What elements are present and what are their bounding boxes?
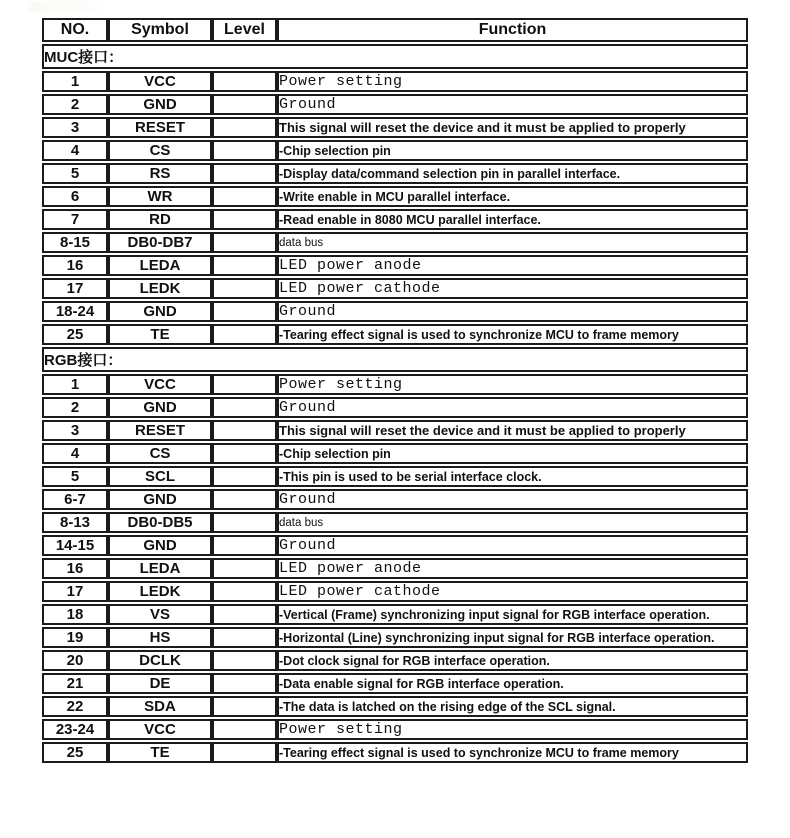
- cell-symbol: GND: [108, 535, 212, 556]
- cell-no: 6-7: [42, 489, 108, 510]
- section-title: MUC接口：: [42, 44, 748, 69]
- cell-level: [212, 94, 277, 115]
- cell-no: 4: [42, 140, 108, 161]
- cell-symbol: LEDK: [108, 581, 212, 602]
- table-row: [42, 71, 748, 92]
- cell-symbol: GND: [108, 489, 212, 510]
- cell-symbol: DCLK: [108, 650, 212, 671]
- table-row: [42, 420, 748, 441]
- cell-level: [212, 604, 277, 625]
- table-row: [42, 117, 748, 138]
- cell-symbol: CS: [108, 140, 212, 161]
- cell-no: 16: [42, 255, 108, 276]
- cell-level: [212, 466, 277, 487]
- cell-no: 22: [42, 696, 108, 717]
- table-row: [42, 232, 748, 253]
- cell-no: 16: [42, 558, 108, 579]
- table-row: [42, 512, 748, 533]
- cell-function: data bus: [277, 232, 748, 253]
- cell-symbol: GND: [108, 301, 212, 322]
- cell-symbol: RS: [108, 163, 212, 184]
- table-row: [42, 324, 748, 345]
- cell-function: data bus: [277, 512, 748, 533]
- cell-level: [212, 232, 277, 253]
- table-row: [42, 163, 748, 184]
- cell-no: 8-15: [42, 232, 108, 253]
- cell-no: 3: [42, 420, 108, 441]
- cell-symbol: LEDA: [108, 255, 212, 276]
- cell-no: 25: [42, 742, 108, 763]
- section-row: [42, 44, 748, 69]
- cell-function: -The data is latched on the rising edge of the SCL signal.: [277, 696, 748, 717]
- cell-no: 18: [42, 604, 108, 625]
- cell-function: -Write enable in MCU parallel interface.: [277, 186, 748, 207]
- cell-function: Ground: [277, 94, 748, 115]
- cell-no: 3: [42, 117, 108, 138]
- cell-no: 19: [42, 627, 108, 648]
- table-row: [42, 278, 748, 299]
- cell-symbol: TE: [108, 324, 212, 345]
- cell-level: [212, 301, 277, 322]
- cell-function: Ground: [277, 489, 748, 510]
- cell-level: [212, 673, 277, 694]
- cell-no: 8-13: [42, 512, 108, 533]
- cell-symbol: HS: [108, 627, 212, 648]
- table-row: [42, 719, 748, 740]
- table-row: [42, 627, 748, 648]
- cell-level: [212, 696, 277, 717]
- table-row: [42, 140, 748, 161]
- cell-symbol: VS: [108, 604, 212, 625]
- cell-level: [212, 117, 277, 138]
- cell-level: [212, 324, 277, 345]
- cell-function: Power setting: [277, 374, 748, 395]
- cell-no: 21: [42, 673, 108, 694]
- cell-level: [212, 627, 277, 648]
- col-header-function: Function: [277, 18, 748, 42]
- cell-no: 20: [42, 650, 108, 671]
- cell-level: [212, 420, 277, 441]
- cell-symbol: LEDK: [108, 278, 212, 299]
- cell-no: 25: [42, 324, 108, 345]
- cell-symbol: SCL: [108, 466, 212, 487]
- cell-function: -Vertical (Frame) synchronizing input signal for RGB interface operation.: [277, 604, 748, 625]
- cell-level: [212, 163, 277, 184]
- table-row: [42, 604, 748, 625]
- table-row: [42, 209, 748, 230]
- cell-no: 17: [42, 581, 108, 602]
- cell-function: LED power cathode: [277, 581, 748, 602]
- cell-no: 5: [42, 466, 108, 487]
- cell-no: 5: [42, 163, 108, 184]
- cell-level: [212, 443, 277, 464]
- cell-symbol: VCC: [108, 719, 212, 740]
- cell-function: -Tearing effect signal is used to synchronize MCU to frame memory: [277, 742, 748, 763]
- cell-no: 17: [42, 278, 108, 299]
- cell-function: -This pin is used to be serial interface clock.: [277, 466, 748, 487]
- col-header-level: Level: [212, 18, 277, 42]
- cell-no: 1: [42, 71, 108, 92]
- cell-function: This signal will reset the device and it must be applied to properly: [277, 420, 748, 441]
- cell-level: [212, 558, 277, 579]
- cell-function: Ground: [277, 535, 748, 556]
- cell-level: [212, 581, 277, 602]
- table-row: [42, 374, 748, 395]
- cell-symbol: DB0-DB7: [108, 232, 212, 253]
- cell-level: [212, 140, 277, 161]
- corner-smudge: [28, 1, 108, 12]
- table-row: [42, 558, 748, 579]
- cell-function: Power setting: [277, 719, 748, 740]
- cell-function: -Horizontal (Line) synchronizing input signal for RGB interface operation.: [277, 627, 748, 648]
- cell-level: [212, 489, 277, 510]
- cell-function: -Display data/command selection pin in parallel interface.: [277, 163, 748, 184]
- section-title: RGB接口：: [42, 347, 748, 372]
- cell-no: 6: [42, 186, 108, 207]
- cell-symbol: VCC: [108, 71, 212, 92]
- cell-symbol: SDA: [108, 696, 212, 717]
- cell-level: [212, 255, 277, 276]
- cell-symbol: LEDA: [108, 558, 212, 579]
- cell-function: -Dot clock signal for RGB interface operation.: [277, 650, 748, 671]
- cell-no: 4: [42, 443, 108, 464]
- cell-symbol: GND: [108, 94, 212, 115]
- cell-symbol: DB0-DB5: [108, 512, 212, 533]
- table-row: [42, 466, 748, 487]
- table-row: [42, 650, 748, 671]
- table-row: [42, 94, 748, 115]
- cell-symbol: GND: [108, 397, 212, 418]
- table-row: [42, 397, 748, 418]
- cell-symbol: TE: [108, 742, 212, 763]
- cell-symbol: WR: [108, 186, 212, 207]
- cell-function: -Chip selection pin: [277, 140, 748, 161]
- cell-no: 2: [42, 397, 108, 418]
- col-header-symbol: Symbol: [108, 18, 212, 42]
- header-row: [42, 18, 748, 42]
- cell-function: LED power anode: [277, 558, 748, 579]
- col-header-no: NO.: [42, 18, 108, 42]
- cell-function: Power setting: [277, 71, 748, 92]
- cell-level: [212, 650, 277, 671]
- cell-level: [212, 719, 277, 740]
- cell-no: 14-15: [42, 535, 108, 556]
- table-row: [42, 673, 748, 694]
- cell-function: This signal will reset the device and it must be applied to properly: [277, 117, 748, 138]
- cell-level: [212, 374, 277, 395]
- cell-function: LED power cathode: [277, 278, 748, 299]
- cell-symbol: RESET: [108, 117, 212, 138]
- cell-level: [212, 397, 277, 418]
- cell-function: Ground: [277, 301, 748, 322]
- cell-function: Ground: [277, 397, 748, 418]
- table-body: [42, 44, 748, 763]
- cell-function: -Tearing effect signal is used to synchronize MCU to frame memory: [277, 324, 748, 345]
- cell-level: [212, 186, 277, 207]
- table-row: [42, 489, 748, 510]
- table-row: [42, 742, 748, 763]
- pin-function-table: [42, 16, 748, 765]
- cell-symbol: RD: [108, 209, 212, 230]
- cell-level: [212, 278, 277, 299]
- table-row: [42, 581, 748, 602]
- table-row: [42, 696, 748, 717]
- table-row: [42, 186, 748, 207]
- table-row: [42, 255, 748, 276]
- cell-no: 1: [42, 374, 108, 395]
- cell-no: 2: [42, 94, 108, 115]
- cell-no: 18-24: [42, 301, 108, 322]
- cell-level: [212, 742, 277, 763]
- cell-symbol: CS: [108, 443, 212, 464]
- table-row: [42, 443, 748, 464]
- cell-level: [212, 71, 277, 92]
- cell-level: [212, 209, 277, 230]
- cell-symbol: VCC: [108, 374, 212, 395]
- table-row: [42, 301, 748, 322]
- table-row: [42, 535, 748, 556]
- cell-symbol: DE: [108, 673, 212, 694]
- section-row: [42, 347, 748, 372]
- cell-function: -Data enable signal for RGB interface operation.: [277, 673, 748, 694]
- cell-level: [212, 535, 277, 556]
- cell-function: -Read enable in 8080 MCU parallel interface.: [277, 209, 748, 230]
- cell-function: -Chip selection pin: [277, 443, 748, 464]
- cell-level: [212, 512, 277, 533]
- cell-symbol: RESET: [108, 420, 212, 441]
- cell-no: 23-24: [42, 719, 108, 740]
- cell-no: 7: [42, 209, 108, 230]
- cell-function: LED power anode: [277, 255, 748, 276]
